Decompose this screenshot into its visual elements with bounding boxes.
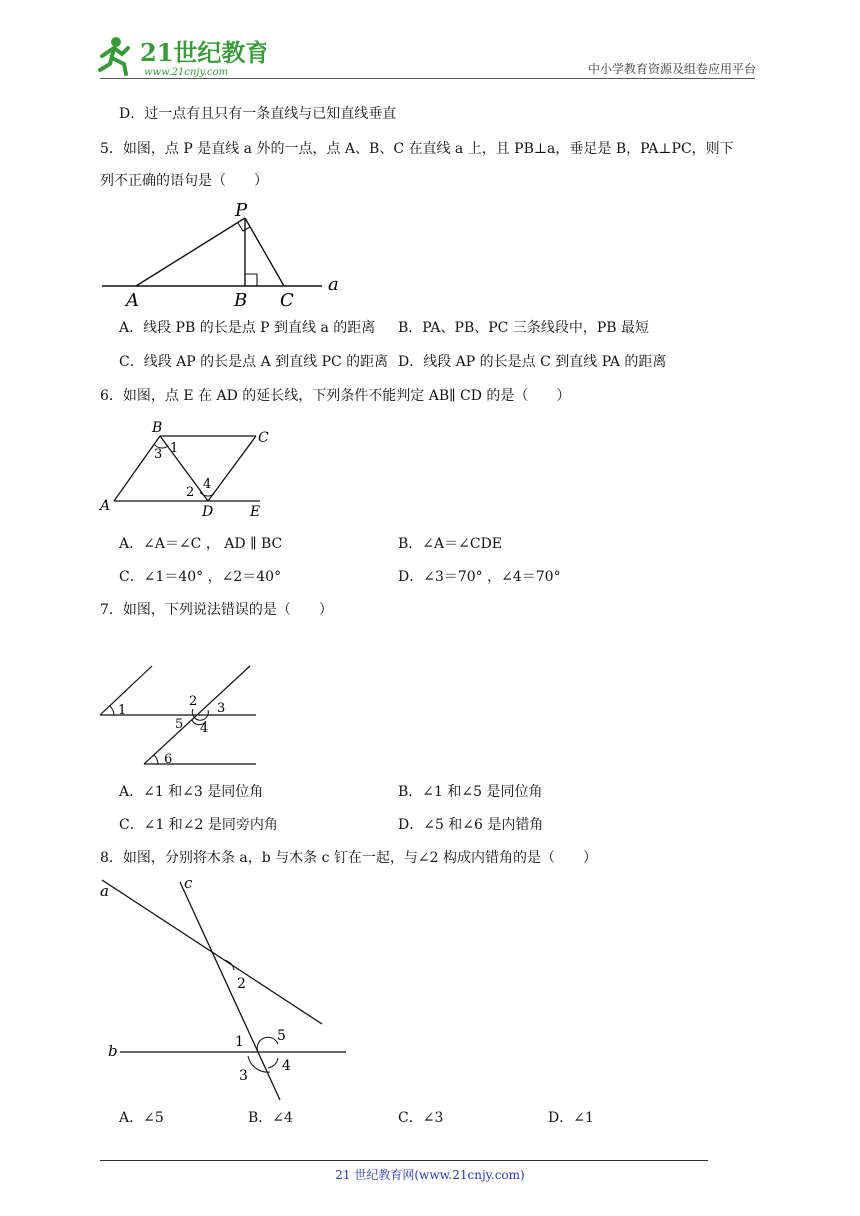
q4-option-d: D．过一点有且只有一条直线与已知直线垂直 bbox=[119, 106, 397, 122]
footer-divider bbox=[100, 1160, 708, 1161]
header-right-text: 中小学教育资源及组卷应用平台 bbox=[587, 62, 756, 76]
q6-segment-AB bbox=[114, 436, 163, 501]
q7-arc-6 bbox=[154, 755, 158, 764]
q7-figure bbox=[96, 660, 260, 768]
q6-label-A: A bbox=[100, 498, 111, 514]
q5-figure bbox=[96, 196, 356, 314]
q8-angle-label-4: 4 bbox=[282, 1058, 291, 1074]
q8-angle-label-1: 1 bbox=[235, 1034, 244, 1050]
q7-angle-label-5: 5 bbox=[175, 717, 184, 732]
q5-segment-PA bbox=[136, 218, 245, 286]
q7-angle-label-2: 2 bbox=[189, 694, 198, 709]
q5-option-c: C．线段 AP 的长是点 A 到直线 PC 的距离 bbox=[119, 354, 389, 370]
q8-option-a: A．∠5 bbox=[119, 1110, 164, 1126]
q5-label-P: P bbox=[235, 200, 248, 221]
q5-label-C: C bbox=[280, 290, 294, 311]
q6-label-C: C bbox=[258, 430, 269, 446]
q7-arc-1 bbox=[110, 706, 114, 715]
q7-option-b: B．∠1 和∠5 是同位角 bbox=[398, 784, 543, 800]
q6-segment-CD bbox=[208, 436, 256, 501]
q8-figure bbox=[96, 872, 356, 1102]
q5-label-A: A bbox=[126, 290, 139, 311]
q6-label-D: D bbox=[202, 504, 214, 520]
q6-angle-label-4: 4 bbox=[203, 477, 212, 492]
q7-option-c: C．∠1 和∠2 是同旁内角 bbox=[119, 817, 278, 833]
q5-label-a: a bbox=[328, 274, 339, 295]
q8-option-c: C．∠3 bbox=[398, 1110, 444, 1126]
q6-label-B: B bbox=[152, 420, 163, 436]
q8-arc-1-5 bbox=[257, 1037, 278, 1052]
q6-option-d: D．∠3＝70° ，∠4＝70° bbox=[398, 569, 561, 585]
q7-stem: 7．如图，下列说法错误的是（ ） bbox=[100, 602, 333, 618]
q8-angle-label-5: 5 bbox=[277, 1028, 286, 1044]
q6-segment-BD bbox=[160, 436, 208, 501]
q6-angle-label-1: 1 bbox=[170, 441, 179, 456]
q6-option-a: A．∠A＝∠C ， AD ∥ BC bbox=[119, 536, 283, 552]
q5-option-a: A．线段 PB 的长是点 P 到直线 a 的距离 bbox=[119, 320, 376, 336]
q8-arc-4 bbox=[268, 1058, 278, 1068]
q8-option-d: D．∠1 bbox=[548, 1110, 594, 1126]
logo-url-text: www.21cnjy.com bbox=[144, 67, 229, 78]
q8-angle-label-2: 2 bbox=[237, 976, 246, 992]
q5-right-angle-B bbox=[245, 274, 257, 286]
q5-segment-PC bbox=[245, 218, 284, 286]
logo-text: 21世纪教育 bbox=[140, 38, 266, 67]
q8-label-b: b bbox=[108, 1042, 118, 1060]
q5-label-B: B bbox=[234, 290, 248, 311]
q8-angle-label-3: 3 bbox=[239, 1068, 248, 1084]
q6-angle-label-3: 3 bbox=[154, 447, 163, 462]
q8-line-c bbox=[180, 882, 280, 1100]
q8-stem: 8．如图，分别将木条 a，b 与木条 c 钉在一起，与∠2 构成内错角的是（ ） bbox=[100, 850, 597, 866]
q8-option-b: B．∠4 bbox=[248, 1110, 293, 1126]
q5-option-b: B．PA、PB、PC 三条线段中，PB 最短 bbox=[398, 320, 649, 336]
q7-angle-label-4: 4 bbox=[200, 721, 209, 736]
q6-stem: 6．如图，点 E 在 AD 的延长线，下列条件不能判定 AB∥ CD 的是（ ） bbox=[100, 388, 571, 404]
q5-option-d: D．线段 AP 的长是点 C 到直线 PA 的距离 bbox=[398, 354, 667, 370]
q6-label-E: E bbox=[250, 504, 261, 520]
runner-icon bbox=[100, 37, 128, 74]
q6-option-b: B．∠A＝∠CDE bbox=[398, 536, 503, 552]
q7-option-a: A．∠1 和∠3 是同位角 bbox=[119, 784, 264, 800]
q7-angle-label-1: 1 bbox=[118, 703, 127, 718]
q6-angle-label-2: 2 bbox=[186, 485, 195, 500]
q8-label-c: c bbox=[184, 874, 193, 892]
q7-option-d: D．∠5 和∠6 是内错角 bbox=[398, 817, 544, 833]
q7-angle-label-3: 3 bbox=[217, 701, 226, 716]
q5-stem-line2: 列不正确的语句是（ ） bbox=[100, 173, 268, 189]
q6-figure bbox=[96, 414, 286, 520]
q5-stem-line1: 5．如图，点 P 是直线 a 外的一点，点 A、B、C 在直线 a 上，且 PB⊥a，垂足是 B，PA⊥PC，则下 bbox=[100, 141, 734, 157]
q7-angle-label-6: 6 bbox=[164, 752, 173, 767]
footer-link[interactable]: 21 世纪教育网(www.21cnjy.com) bbox=[335, 1168, 525, 1182]
q6-option-c: C．∠1＝40° ，∠2＝40° bbox=[119, 569, 282, 585]
header-divider bbox=[100, 78, 755, 79]
q8-label-a: a bbox=[100, 882, 109, 900]
site-logo bbox=[96, 34, 266, 78]
